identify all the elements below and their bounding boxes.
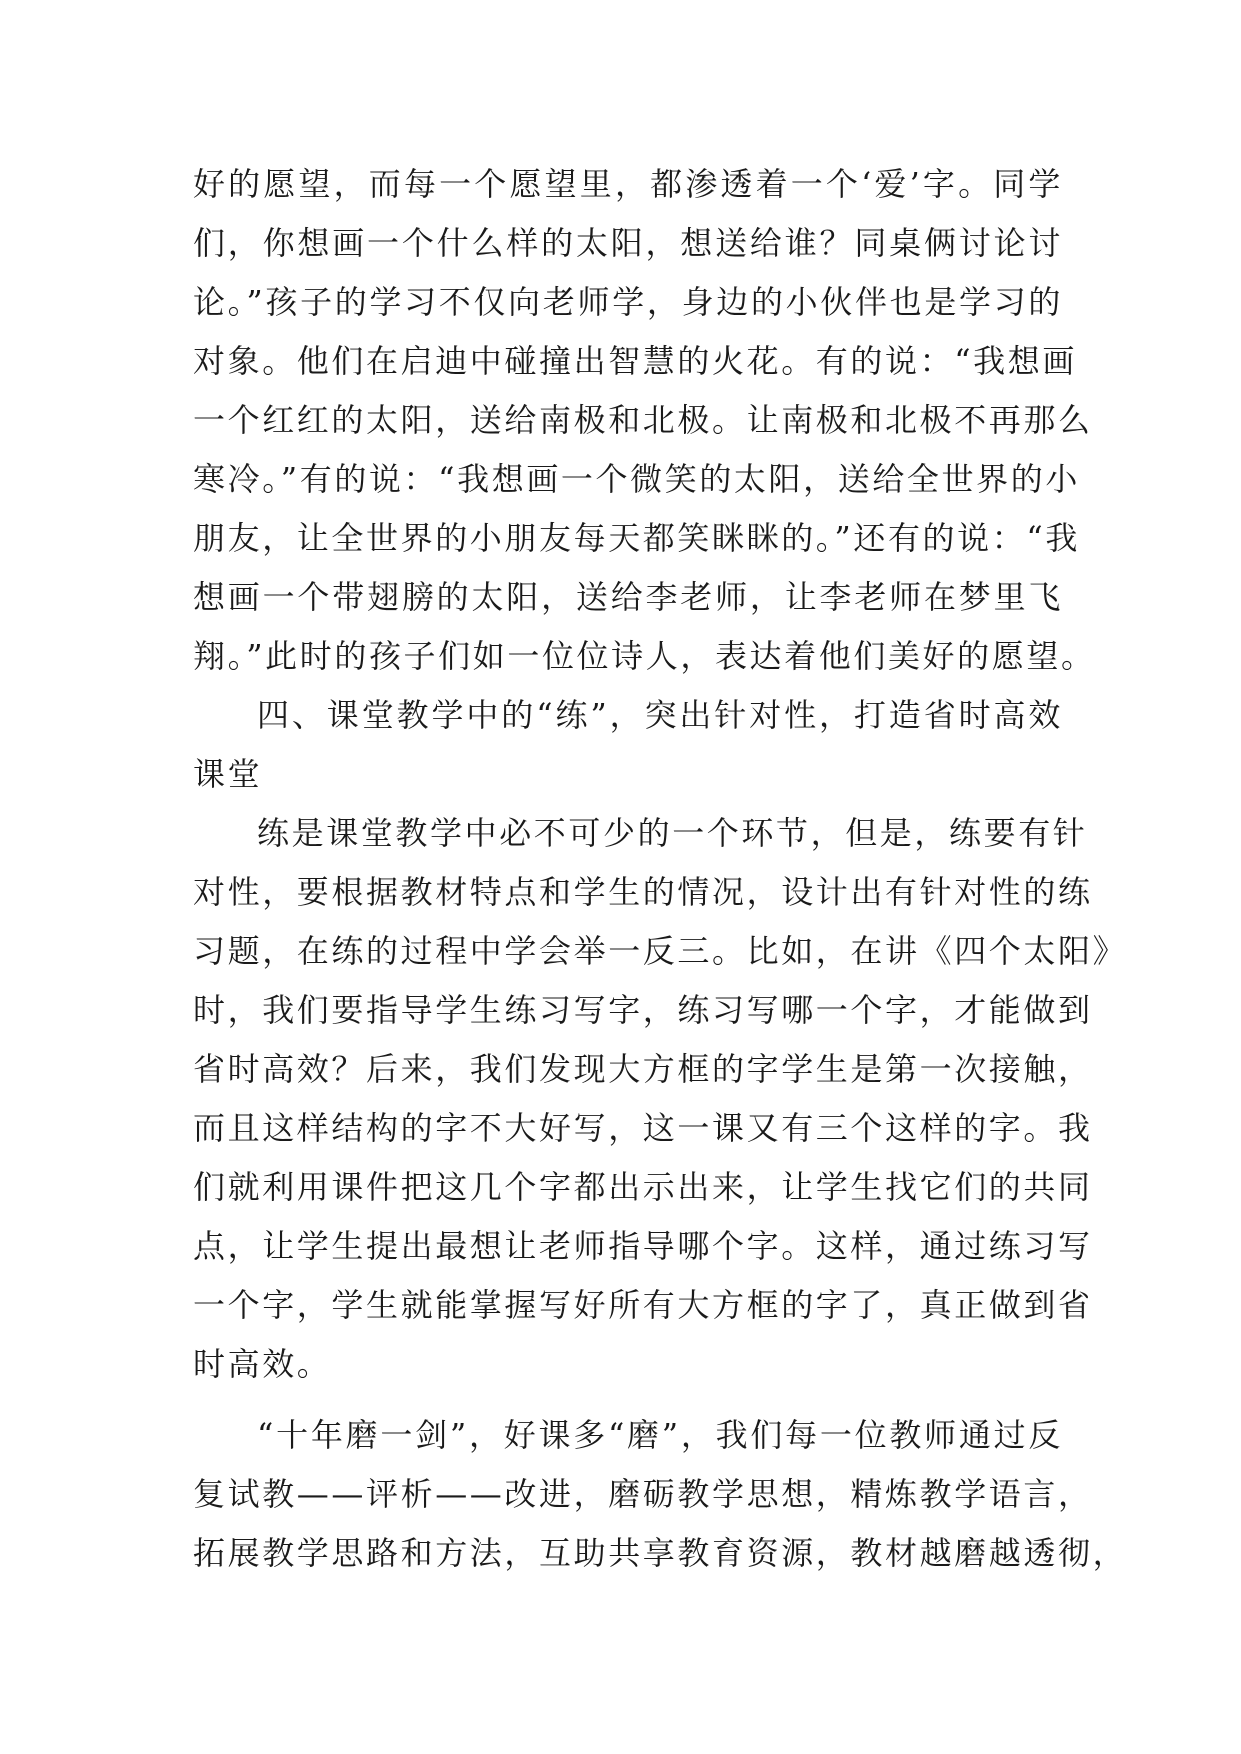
text-line: 习题，在练的过程中学会举一反三。比如，在讲《四个太阳》 — [193, 932, 1128, 970]
paragraph-spacer — [193, 1394, 1063, 1406]
text-line: 好的愿望，而每一个愿望里，都渗透着一个‘爱’字。同学 — [193, 165, 1063, 203]
section-heading-four — [193, 686, 1063, 804]
text-line: 翔。”此时的孩子们如一位位诗人，表达着他们美好的愿望。 — [193, 637, 1096, 675]
text-line: 对象。他们在启迪中碰撞出智慧的火花。有的说：“我想画 — [193, 342, 1077, 380]
text-line: 点，让学生提出最想让老师指导哪个字。这样，通过练习写 — [193, 1227, 1093, 1265]
text-line: 一个红红的太阳，送给南极和北极。让南极和北极不再那么 — [193, 401, 1093, 439]
text-line: 复试教——评析——改进，磨砺教学思想，精炼教学语言， — [193, 1475, 1093, 1513]
heading-line: 四、课堂教学中的“练”，突出针对性，打造省时高效 — [257, 696, 1063, 734]
text-line: 论。”孩子的学习不仅向老师学，身边的小伙伴也是学习的 — [193, 283, 1063, 321]
heading-line: 课堂 — [193, 755, 263, 793]
text-line: 们就利用课件把这几个字都出示出来，让学生找它们的共同 — [193, 1168, 1093, 1206]
text-line: 们，你想画一个什么样的太阳，想送给谁？同桌俩讨论讨 — [193, 224, 1063, 262]
text-line: 寒冷。”有的说：“我想画一个微笑的太阳，送给全世界的小 — [193, 460, 1080, 498]
text-line: 朋友，让全世界的小朋友每天都笑眯眯的。”还有的说：“我 — [193, 519, 1080, 557]
text-line: 对性，要根据教材特点和学生的情况，设计出有针对性的练 — [193, 873, 1093, 911]
text-line: 想画一个带翅膀的太阳，送给李老师，让李老师在梦里飞 — [193, 578, 1063, 616]
text-line: 一个字，学生就能掌握写好所有大方框的字了，真正做到省 — [193, 1286, 1093, 1324]
text-line: 时高效。 — [193, 1345, 332, 1383]
body-text — [193, 155, 1128, 1583]
paragraph-practice — [193, 804, 1128, 1394]
text-line: 拓展教学思路和方法，互助共享教育资源，教材越磨越透彻， — [193, 1534, 1128, 1572]
text-line: “十年磨一剑”，好课多“磨”，我们每一位教师通过反 — [257, 1416, 1063, 1454]
paragraph-polishing — [193, 1406, 1128, 1583]
text-line: 省时高效？后来，我们发现大方框的字学生是第一次接触， — [193, 1050, 1093, 1088]
paragraph-sun-wishes — [193, 155, 1096, 686]
text-line: 练是课堂教学中必不可少的一个环节，但是，练要有针 — [257, 814, 1088, 852]
text-line: 而且这样结构的字不大好写，这一课又有三个这样的字。我 — [193, 1109, 1093, 1147]
text-line: 时，我们要指导学生练习写字，练习写哪一个字，才能做到 — [193, 991, 1093, 1029]
